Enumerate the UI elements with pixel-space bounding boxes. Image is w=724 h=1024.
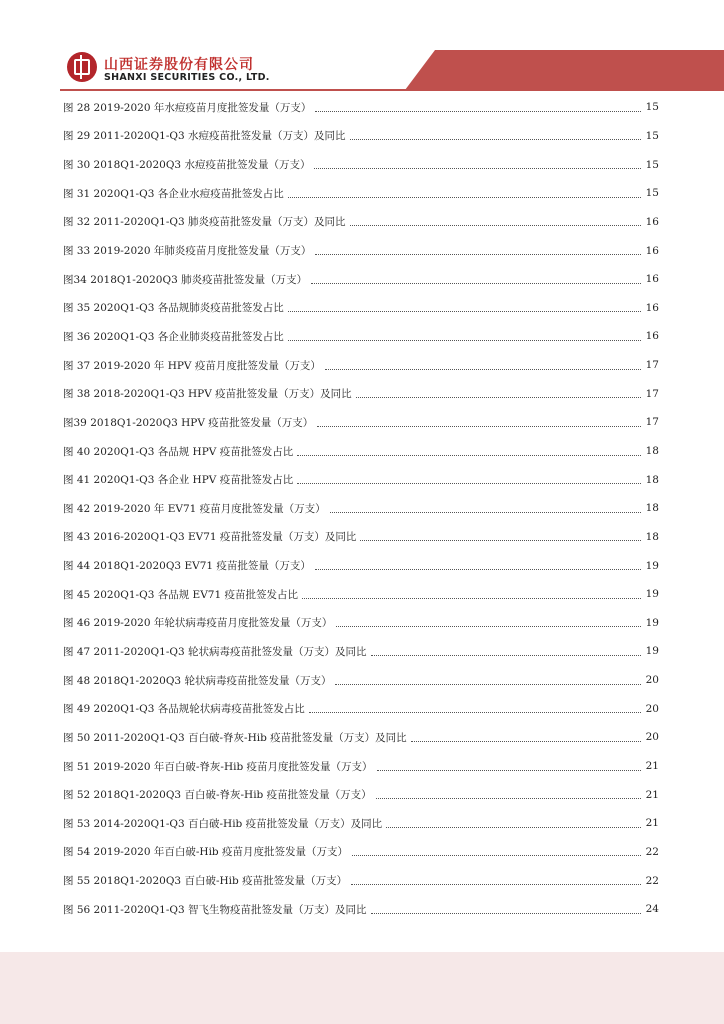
toc-entry[interactable] <box>63 580 659 609</box>
toc-entry[interactable] <box>63 809 659 838</box>
toc-leader-dots <box>350 139 642 140</box>
toc-entry[interactable] <box>63 265 659 294</box>
header-divider <box>60 89 724 91</box>
header-accent-band <box>405 50 724 90</box>
toc-entry-label: 图 45 2020Q1-Q3 各品规 EV71 疫苗批签发占比 <box>63 588 299 601</box>
toc-entry-page: 17 <box>645 416 659 429</box>
toc-leader-dots <box>371 655 642 656</box>
toc-leader-dots <box>411 741 641 742</box>
logo-inner-square <box>74 59 90 75</box>
toc-entry-label: 图34 2018Q1-2020Q3 肺炎疫苗批签发量（万支） <box>63 273 308 286</box>
company-name-en: SHANXI SECURITIES CO., LTD. <box>104 72 270 83</box>
toc-entry-page: 20 <box>645 674 659 687</box>
toc-entry-label: 图 36 2020Q1-Q3 各企业肺炎疫苗批签发占比 <box>63 330 284 343</box>
toc-entry-label: 图39 2018Q1-2020Q3 HPV 疫苗批签发量（万支） <box>63 416 314 429</box>
toc-entry-label: 图 30 2018Q1-2020Q3 水痘疫苗批签发量（万支） <box>63 159 311 172</box>
toc-entry-label: 图 42 2019-2020 年 EV71 疫苗月度批签发量（万支） <box>63 502 326 515</box>
toc-leader-dots <box>335 684 641 685</box>
toc-entry[interactable] <box>63 351 659 380</box>
toc-leader-dots <box>315 254 641 255</box>
toc-entry-page: 16 <box>645 215 659 228</box>
toc-entry-label: 图 28 2019-2020 年水痘疫苗月度批签发量（万支） <box>63 101 312 114</box>
toc-entry-page: 16 <box>645 273 659 286</box>
toc-entry-page: 16 <box>645 244 659 257</box>
toc-entry[interactable] <box>63 694 659 723</box>
toc-entry-page: 24 <box>645 903 659 916</box>
toc-entry[interactable] <box>63 465 659 494</box>
toc-entry-page: 17 <box>645 387 659 400</box>
toc-entry-label: 图 53 2014-2020Q1-Q3 百白破-Hib 疫苗批签发量（万支）及同比 <box>63 817 383 830</box>
toc-entry[interactable] <box>63 379 659 408</box>
toc-entry-label: 图 44 2018Q1-2020Q3 EV71 疫苗批签量（万支） <box>63 560 311 573</box>
toc-entry[interactable] <box>63 208 659 237</box>
toc-entry[interactable] <box>63 93 659 122</box>
toc-entry-page: 18 <box>645 530 659 543</box>
toc-leader-dots <box>317 426 641 427</box>
toc-entry-label: 图 38 2018-2020Q1-Q3 HPV 疫苗批签发量（万支）及同比 <box>63 388 352 401</box>
toc-entry-page: 20 <box>645 702 659 715</box>
toc-entry-page: 21 <box>645 760 659 773</box>
toc-entry[interactable] <box>63 838 659 867</box>
toc-entry[interactable] <box>63 637 659 666</box>
toc-entry-label: 图 32 2011-2020Q1-Q3 肺炎疫苗批签发量（万支）及同比 <box>63 216 346 229</box>
toc-leader-dots <box>288 340 641 341</box>
toc-entry[interactable] <box>63 494 659 523</box>
toc-leader-dots <box>302 598 641 599</box>
toc-entry-page: 16 <box>645 301 659 314</box>
toc-entry[interactable] <box>63 551 659 580</box>
toc-entry[interactable] <box>63 523 659 552</box>
toc-entry[interactable] <box>63 895 659 924</box>
toc-entry-page: 19 <box>645 559 659 572</box>
toc-entry-page: 15 <box>645 101 659 114</box>
toc-entry-page: 19 <box>645 588 659 601</box>
toc-entry-label: 图 29 2011-2020Q1-Q3 水痘疫苗批签发量（万支）及同比 <box>63 130 346 143</box>
toc-leader-dots <box>377 770 641 771</box>
toc-entry-label: 图 33 2019-2020 年肺炎疫苗月度批签发量（万支） <box>63 245 312 258</box>
toc-entry-page: 18 <box>645 502 659 515</box>
toc-leader-dots <box>309 712 641 713</box>
toc-leader-dots <box>356 397 641 398</box>
toc-entry-label: 图 47 2011-2020Q1-Q3 轮状病毒疫苗批签发量（万支）及同比 <box>63 645 367 658</box>
toc-leader-dots <box>352 855 641 856</box>
toc-leader-dots <box>315 111 641 112</box>
toc-entry-page: 21 <box>645 817 659 830</box>
toc-entry-label: 图 37 2019-2020 年 HPV 疫苗月度批签发量（万支） <box>63 359 321 372</box>
toc-entry[interactable] <box>63 780 659 809</box>
toc-entry-page: 15 <box>645 158 659 171</box>
toc-entry-label: 图 51 2019-2020 年百白破-脊灰-Hib 疫苗月度批签发量（万支） <box>63 760 373 773</box>
toc-leader-dots <box>336 626 641 627</box>
toc-entry[interactable] <box>63 179 659 208</box>
toc-entry-label: 图 49 2020Q1-Q3 各品规轮状病毒疫苗批签发占比 <box>63 703 305 716</box>
toc-entry[interactable] <box>63 408 659 437</box>
toc-entry-label: 图 46 2019-2020 年轮状病毒疫苗月度批签发量（万支） <box>63 617 333 630</box>
toc-entry[interactable] <box>63 666 659 695</box>
toc-leader-dots <box>360 540 641 541</box>
toc-leader-dots <box>297 455 641 456</box>
toc-entry-page: 15 <box>645 129 659 142</box>
toc-entry-label: 图 35 2020Q1-Q3 各品规肺炎疫苗批签发占比 <box>63 302 284 315</box>
toc-entry[interactable] <box>63 866 659 895</box>
toc-entry-page: 19 <box>645 616 659 629</box>
toc-entry[interactable] <box>63 322 659 351</box>
toc-leader-dots <box>376 798 641 799</box>
toc-leader-dots <box>314 168 641 169</box>
toc-leader-dots <box>325 369 641 370</box>
toc-entry[interactable] <box>63 437 659 466</box>
toc-entry-page: 19 <box>645 645 659 658</box>
toc-entry-page: 17 <box>645 359 659 372</box>
page-header <box>0 0 724 92</box>
toc-leader-dots <box>330 512 641 513</box>
page-footer-band <box>0 952 724 1024</box>
toc-entry-page: 20 <box>645 731 659 744</box>
shanxi-securities-logo-icon <box>67 52 97 82</box>
toc-entry-label: 图 55 2018Q1-2020Q3 百白破-Hib 疫苗批签发量（万支） <box>63 875 348 888</box>
toc-entry[interactable] <box>63 122 659 151</box>
toc-entry-label: 图 54 2019-2020 年百白破-Hib 疫苗月度批签发量（万支） <box>63 846 348 859</box>
toc-leader-dots <box>311 283 641 284</box>
toc-leader-dots <box>297 483 641 484</box>
figure-list <box>63 93 659 924</box>
toc-entry-label: 图 50 2011-2020Q1-Q3 百白破-脊灰-Hib 疫苗批签发量（万支）及同比 <box>63 731 407 744</box>
toc-entry-label: 图 31 2020Q1-Q3 各企业水痘疫苗批签发占比 <box>63 187 284 200</box>
toc-entry-page: 21 <box>645 788 659 801</box>
toc-entry-label: 图 43 2016-2020Q1-Q3 EV71 疫苗批签发量（万支）及同比 <box>63 531 357 544</box>
toc-entry-page: 22 <box>645 874 659 887</box>
toc-entry-page: 16 <box>645 330 659 343</box>
company-name-cn: 山西证券股份有限公司 <box>104 57 254 73</box>
toc-entry-label: 图 40 2020Q1-Q3 各品规 HPV 疫苗批签发占比 <box>63 445 294 458</box>
toc-entry[interactable] <box>63 609 659 638</box>
toc-entry[interactable] <box>63 723 659 752</box>
toc-entry-label: 图 48 2018Q1-2020Q3 轮状病毒疫苗批签发量（万支） <box>63 674 332 687</box>
toc-leader-dots <box>386 827 641 828</box>
toc-leader-dots <box>315 569 641 570</box>
toc-entry-page: 15 <box>645 187 659 200</box>
toc-entry-page: 22 <box>645 845 659 858</box>
toc-leader-dots <box>288 311 641 312</box>
toc-entry-page: 18 <box>645 473 659 486</box>
toc-entry-label: 图 52 2018Q1-2020Q3 百白破-脊灰-Hib 疫苗批签发量（万支） <box>63 789 372 802</box>
toc-entry-label: 图 41 2020Q1-Q3 各企业 HPV 疫苗批签发占比 <box>63 474 294 487</box>
toc-entry-page: 18 <box>645 445 659 457</box>
toc-leader-dots <box>351 884 641 885</box>
toc-entry[interactable] <box>63 150 659 179</box>
toc-leader-dots <box>288 197 641 198</box>
toc-leader-dots <box>371 913 642 914</box>
toc-entry-label: 图 56 2011-2020Q1-Q3 智飞生物疫苗批签发量（万支）及同比 <box>63 903 367 916</box>
toc-entry[interactable] <box>63 236 659 265</box>
logo-vertical-bar <box>80 55 82 79</box>
toc-entry[interactable] <box>63 293 659 322</box>
toc-leader-dots <box>350 225 642 226</box>
toc-entry[interactable] <box>63 752 659 781</box>
